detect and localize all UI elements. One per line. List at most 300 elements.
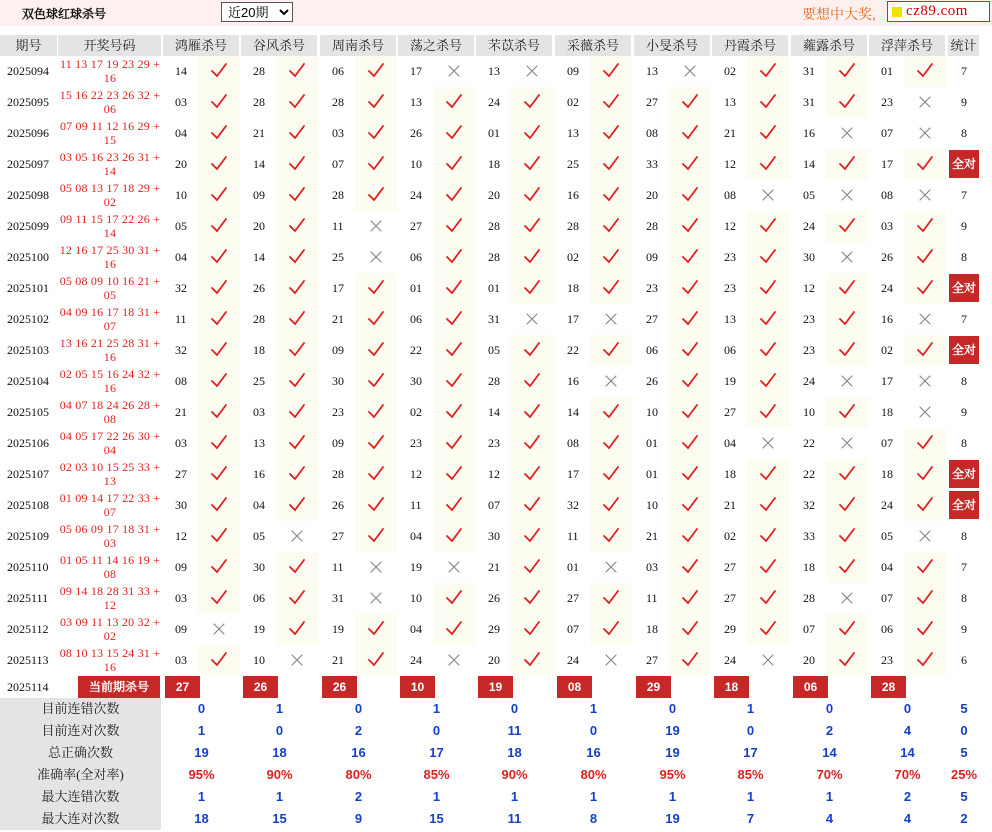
check-icon xyxy=(367,528,385,544)
kill-number: 06 xyxy=(332,64,344,78)
summary-label: 总正确次数 xyxy=(0,742,162,764)
kill-number: 17 xyxy=(881,374,893,388)
check-icon xyxy=(210,373,228,389)
hit-mark xyxy=(433,211,475,242)
kill-number: 24 xyxy=(410,188,422,202)
kill-number: 03 xyxy=(646,560,658,574)
kill-number: 04 xyxy=(724,436,736,450)
summary-value: 4 xyxy=(825,811,834,826)
hit-mark xyxy=(198,304,240,335)
hit-mark xyxy=(276,304,318,335)
check-icon xyxy=(759,63,777,79)
hit-mark xyxy=(747,366,789,397)
hit-mark xyxy=(276,459,318,490)
draw-numbers: 02 03 10 15 25 33 + 13 xyxy=(59,460,161,488)
check-icon xyxy=(759,125,777,141)
kill-number: 32 xyxy=(567,498,579,512)
hit-mark xyxy=(198,56,240,87)
summary-value: 0 xyxy=(432,723,441,738)
kill-number: 03 xyxy=(881,219,893,233)
draw-numbers: 05 06 09 17 18 31 + 03 xyxy=(59,522,161,550)
check-icon xyxy=(681,94,699,110)
cross-icon xyxy=(602,311,620,327)
summary-value: 0 xyxy=(354,701,363,716)
summary-label: 准确率(全对率) xyxy=(0,764,162,786)
hit-mark xyxy=(511,335,553,366)
miss-mark xyxy=(433,552,475,583)
summary-value: 85% xyxy=(423,767,450,782)
kill-number: 14 xyxy=(175,64,187,78)
hit-mark xyxy=(904,614,946,645)
summary-value: 1 xyxy=(746,789,755,804)
hit-mark xyxy=(669,180,711,211)
check-icon xyxy=(916,435,934,451)
hit-mark xyxy=(198,87,240,118)
all-correct-badge: 全对 xyxy=(949,491,979,519)
kill-number: 09 xyxy=(253,188,265,202)
hit-mark xyxy=(433,242,475,273)
check-icon xyxy=(445,249,463,265)
hit-mark xyxy=(511,87,553,118)
kill-number: 03 xyxy=(253,405,265,419)
hit-mark xyxy=(198,273,240,304)
kill-number: 04 xyxy=(410,622,422,636)
check-icon xyxy=(838,652,856,668)
hit-mark xyxy=(433,459,475,490)
summary-value: 19 xyxy=(665,811,680,826)
row-stat: 9 xyxy=(961,405,967,419)
kill-number: 19 xyxy=(253,622,265,636)
hit-mark xyxy=(826,645,868,676)
hit-mark xyxy=(276,149,318,180)
check-icon xyxy=(523,528,541,544)
hit-mark xyxy=(669,645,711,676)
cross-icon xyxy=(367,559,385,575)
summary-value: 90% xyxy=(501,767,528,782)
check-icon xyxy=(838,218,856,234)
kill-number: 32 xyxy=(803,498,815,512)
kill-number: 02 xyxy=(567,250,579,264)
check-icon xyxy=(288,125,306,141)
kill-number: 13 xyxy=(410,95,422,109)
check-icon xyxy=(445,94,463,110)
kill-number: 05 xyxy=(175,219,187,233)
check-icon xyxy=(367,621,385,637)
miss-mark xyxy=(826,583,868,614)
cross-icon xyxy=(916,311,934,327)
summary-stat: 5 xyxy=(960,745,968,760)
check-icon xyxy=(210,280,228,296)
check-icon xyxy=(210,497,228,513)
check-icon xyxy=(602,528,620,544)
hit-mark xyxy=(904,242,946,273)
summary-value: 11 xyxy=(507,723,522,738)
kill-number: 11 xyxy=(332,219,344,233)
check-icon xyxy=(288,63,306,79)
kill-number: 16 xyxy=(881,312,893,326)
kill-number: 27 xyxy=(567,591,579,605)
current-kill-number: 19 xyxy=(478,676,513,698)
kill-number: 05 xyxy=(881,529,893,543)
kill-number: 20 xyxy=(253,219,265,233)
check-icon xyxy=(445,404,463,420)
miss-mark xyxy=(355,211,397,242)
miss-mark xyxy=(904,180,946,211)
hit-mark xyxy=(433,614,475,645)
check-icon xyxy=(367,373,385,389)
hit-mark xyxy=(511,397,553,428)
check-icon xyxy=(288,590,306,606)
hit-mark xyxy=(511,149,553,180)
kill-number: 12 xyxy=(488,467,500,481)
kill-number: 01 xyxy=(488,281,500,295)
check-icon xyxy=(367,187,385,203)
check-icon xyxy=(523,559,541,575)
draw-numbers: 12 16 17 25 30 31 + 16 xyxy=(59,243,161,271)
hit-mark xyxy=(511,366,553,397)
check-icon xyxy=(759,373,777,389)
hit-mark xyxy=(433,397,475,428)
draw-numbers: 09 14 18 28 31 33 + 12 xyxy=(59,584,161,612)
kill-number: 27 xyxy=(724,591,736,605)
miss-mark xyxy=(826,428,868,459)
hit-mark xyxy=(198,645,240,676)
kill-number: 18 xyxy=(881,405,893,419)
kill-number: 10 xyxy=(646,498,658,512)
summary-value: 1 xyxy=(510,789,519,804)
hit-mark xyxy=(826,521,868,552)
check-icon xyxy=(681,435,699,451)
kill-number: 27 xyxy=(332,529,344,543)
kill-number: 13 xyxy=(253,436,265,450)
check-icon xyxy=(210,187,228,203)
all-correct-badge: 全对 xyxy=(949,274,979,302)
hit-mark xyxy=(355,180,397,211)
kill-number: 23 xyxy=(724,281,736,295)
kill-number: 01 xyxy=(567,560,579,574)
hit-mark xyxy=(747,397,789,428)
kill-number: 02 xyxy=(724,529,736,543)
check-icon xyxy=(367,63,385,79)
summary-value: 80% xyxy=(345,767,372,782)
kill-number: 22 xyxy=(410,343,422,357)
period-number: 2025097 xyxy=(7,157,49,171)
kill-number: 21 xyxy=(175,405,187,419)
summary-value: 17 xyxy=(743,745,758,760)
miss-mark xyxy=(904,118,946,149)
kill-number: 30 xyxy=(175,498,187,512)
kill-number: 03 xyxy=(175,95,187,109)
cross-icon xyxy=(916,373,934,389)
summary-value: 0 xyxy=(668,701,677,716)
summary-value: 2 xyxy=(825,723,834,738)
hit-mark xyxy=(590,397,632,428)
miss-mark xyxy=(590,304,632,335)
summary-value: 0 xyxy=(903,701,912,716)
hit-mark xyxy=(276,56,318,87)
kill-number: 31 xyxy=(488,312,500,326)
hit-mark xyxy=(747,552,789,583)
hit-mark xyxy=(826,614,868,645)
kill-number: 13 xyxy=(646,64,658,78)
kill-number: 02 xyxy=(410,405,422,419)
kill-number: 18 xyxy=(646,622,658,636)
kill-number: 09 xyxy=(646,250,658,264)
hit-mark xyxy=(433,521,475,552)
current-kill-number: 08 xyxy=(557,676,592,698)
hit-mark xyxy=(904,428,946,459)
kill-number: 02 xyxy=(881,343,893,357)
miss-mark xyxy=(904,366,946,397)
draw-numbers: 13 16 21 25 28 31 + 16 xyxy=(59,336,161,364)
hit-mark xyxy=(511,490,553,521)
summary-label: 目前连对次数 xyxy=(0,720,162,742)
kill-number: 28 xyxy=(332,467,344,481)
kill-number: 03 xyxy=(175,653,187,667)
hit-mark xyxy=(355,521,397,552)
hit-mark xyxy=(747,149,789,180)
draw-numbers: 02 05 15 16 24 32 + 16 xyxy=(59,367,161,395)
hit-mark xyxy=(669,211,711,242)
cross-icon xyxy=(445,652,463,668)
kill-number: 17 xyxy=(567,467,579,481)
hit-mark xyxy=(590,180,632,211)
kill-number: 24 xyxy=(803,219,815,233)
miss-mark xyxy=(826,242,868,273)
check-icon xyxy=(916,497,934,513)
summary-value: 1 xyxy=(432,789,441,804)
hit-mark xyxy=(198,552,240,583)
check-icon xyxy=(523,125,541,141)
check-icon xyxy=(367,497,385,513)
kill-number: 27 xyxy=(724,560,736,574)
hit-mark xyxy=(904,211,946,242)
hit-mark xyxy=(433,428,475,459)
check-icon xyxy=(445,528,463,544)
check-icon xyxy=(759,218,777,234)
hit-mark xyxy=(433,304,475,335)
cross-icon xyxy=(602,373,620,389)
miss-mark xyxy=(276,521,318,552)
hit-mark xyxy=(669,490,711,521)
hit-mark xyxy=(276,87,318,118)
page-title: 双色球红球杀号 xyxy=(22,7,107,21)
check-icon xyxy=(916,621,934,637)
kill-number: 06 xyxy=(646,343,658,357)
hit-mark xyxy=(198,149,240,180)
hit-mark xyxy=(276,273,318,304)
period-number: 2025106 xyxy=(7,436,49,450)
hit-mark xyxy=(433,583,475,614)
kill-number: 26 xyxy=(332,498,344,512)
kill-number: 28 xyxy=(646,219,658,233)
check-icon xyxy=(759,342,777,358)
hit-mark xyxy=(747,583,789,614)
period-number: 2025107 xyxy=(7,467,49,481)
kill-number: 10 xyxy=(253,653,265,667)
check-icon xyxy=(602,404,620,420)
hit-mark xyxy=(826,304,868,335)
summary-value: 19 xyxy=(665,723,680,738)
hit-mark xyxy=(198,459,240,490)
check-icon xyxy=(210,218,228,234)
hit-mark xyxy=(511,242,553,273)
miss-mark xyxy=(747,645,789,676)
summary-value: 1 xyxy=(432,701,441,716)
hit-mark xyxy=(511,552,553,583)
kill-number: 04 xyxy=(175,250,187,264)
kill-number: 06 xyxy=(724,343,736,357)
draw-numbers: 03 05 16 23 26 31 + 14 xyxy=(59,150,161,178)
miss-mark xyxy=(355,242,397,273)
kill-number: 07 xyxy=(881,591,893,605)
check-icon xyxy=(445,621,463,637)
check-icon xyxy=(838,528,856,544)
check-icon xyxy=(523,466,541,482)
kill-number: 20 xyxy=(488,653,500,667)
check-icon xyxy=(602,497,620,513)
hit-mark xyxy=(198,180,240,211)
hit-mark xyxy=(511,118,553,149)
kill-number: 25 xyxy=(567,157,579,171)
check-icon xyxy=(288,435,306,451)
kill-number: 09 xyxy=(175,622,187,636)
kill-number: 17 xyxy=(881,157,893,171)
kill-number: 08 xyxy=(881,188,893,202)
kill-number: 28 xyxy=(253,95,265,109)
hit-mark xyxy=(669,87,711,118)
summary-value: 2 xyxy=(354,789,363,804)
kill-number: 28 xyxy=(488,250,500,264)
kill-number: 21 xyxy=(253,126,265,140)
kill-number: 24 xyxy=(567,653,579,667)
hit-mark xyxy=(590,583,632,614)
check-icon xyxy=(523,218,541,234)
check-icon xyxy=(916,63,934,79)
kill-number: 27 xyxy=(175,467,187,481)
hit-mark xyxy=(198,242,240,273)
current-kill-number: 06 xyxy=(793,676,828,698)
kill-number: 22 xyxy=(803,436,815,450)
cross-icon xyxy=(759,652,777,668)
kill-number: 18 xyxy=(881,467,893,481)
hit-mark xyxy=(198,335,240,366)
kill-number: 18 xyxy=(724,467,736,481)
kill-number: 26 xyxy=(488,591,500,605)
check-icon xyxy=(445,466,463,482)
kill-number: 23 xyxy=(724,250,736,264)
kill-number: 16 xyxy=(803,126,815,140)
kill-number: 24 xyxy=(488,95,500,109)
check-icon xyxy=(210,156,228,172)
hit-mark xyxy=(590,614,632,645)
cross-icon xyxy=(445,63,463,79)
check-icon xyxy=(681,342,699,358)
miss-mark xyxy=(590,645,632,676)
hit-mark xyxy=(590,490,632,521)
check-icon xyxy=(288,218,306,234)
summary-value: 17 xyxy=(429,745,444,760)
kill-number: 10 xyxy=(175,188,187,202)
kill-number: 06 xyxy=(410,312,422,326)
check-icon xyxy=(681,156,699,172)
kill-number: 05 xyxy=(803,188,815,202)
kill-number: 19 xyxy=(724,374,736,388)
hit-mark xyxy=(276,242,318,273)
kill-number: 17 xyxy=(332,281,344,295)
check-icon xyxy=(838,94,856,110)
check-icon xyxy=(288,187,306,203)
hit-mark xyxy=(669,552,711,583)
check-icon xyxy=(367,280,385,296)
period-number: 2025109 xyxy=(7,529,49,543)
summary-label: 最大连错次数 xyxy=(0,786,162,808)
hit-mark xyxy=(904,583,946,614)
summary-value: 18 xyxy=(507,745,522,760)
period-number: 2025103 xyxy=(7,343,49,357)
check-icon xyxy=(681,621,699,637)
kill-number: 17 xyxy=(410,64,422,78)
row-stat: 7 xyxy=(961,312,967,326)
kill-number: 07 xyxy=(881,436,893,450)
hit-mark xyxy=(433,490,475,521)
kill-number: 21 xyxy=(488,560,500,574)
row-stat: 6 xyxy=(961,653,967,667)
kill-number: 04 xyxy=(253,498,265,512)
check-icon xyxy=(838,311,856,327)
hit-mark xyxy=(276,366,318,397)
summary-value: 0 xyxy=(825,701,834,716)
check-icon xyxy=(681,404,699,420)
check-icon xyxy=(681,311,699,327)
hit-mark xyxy=(904,490,946,521)
hit-mark xyxy=(669,459,711,490)
check-icon xyxy=(523,497,541,513)
hit-mark xyxy=(276,552,318,583)
site-url: cz89.com xyxy=(906,3,968,19)
period-number: 2025098 xyxy=(7,188,49,202)
miss-mark xyxy=(904,304,946,335)
miss-mark xyxy=(590,366,632,397)
period-number: 2025096 xyxy=(7,126,49,140)
kill-number: 05 xyxy=(488,343,500,357)
hit-mark xyxy=(669,304,711,335)
summary-value: 1 xyxy=(197,789,206,804)
cross-icon xyxy=(523,311,541,327)
check-icon xyxy=(523,249,541,265)
miss-mark xyxy=(826,180,868,211)
kill-number: 10 xyxy=(410,591,422,605)
column-header-stats: 统计 xyxy=(948,35,980,56)
kill-number: 18 xyxy=(567,281,579,295)
kill-number: 24 xyxy=(803,374,815,388)
check-icon xyxy=(445,373,463,389)
summary-value: 7 xyxy=(746,811,755,826)
check-icon xyxy=(445,590,463,606)
check-icon xyxy=(210,528,228,544)
column-header-expert: 周南杀号 xyxy=(320,35,397,56)
kill-number: 22 xyxy=(567,343,579,357)
kill-number: 32 xyxy=(175,281,187,295)
all-correct-badge: 全对 xyxy=(949,150,979,178)
summary-value: 9 xyxy=(354,811,363,826)
miss-mark xyxy=(433,56,475,87)
kill-number: 07 xyxy=(803,622,815,636)
hit-mark xyxy=(198,521,240,552)
column-header-draw: 开奖号码 xyxy=(58,35,162,56)
kill-number: 25 xyxy=(253,374,265,388)
kill-number: 07 xyxy=(332,157,344,171)
